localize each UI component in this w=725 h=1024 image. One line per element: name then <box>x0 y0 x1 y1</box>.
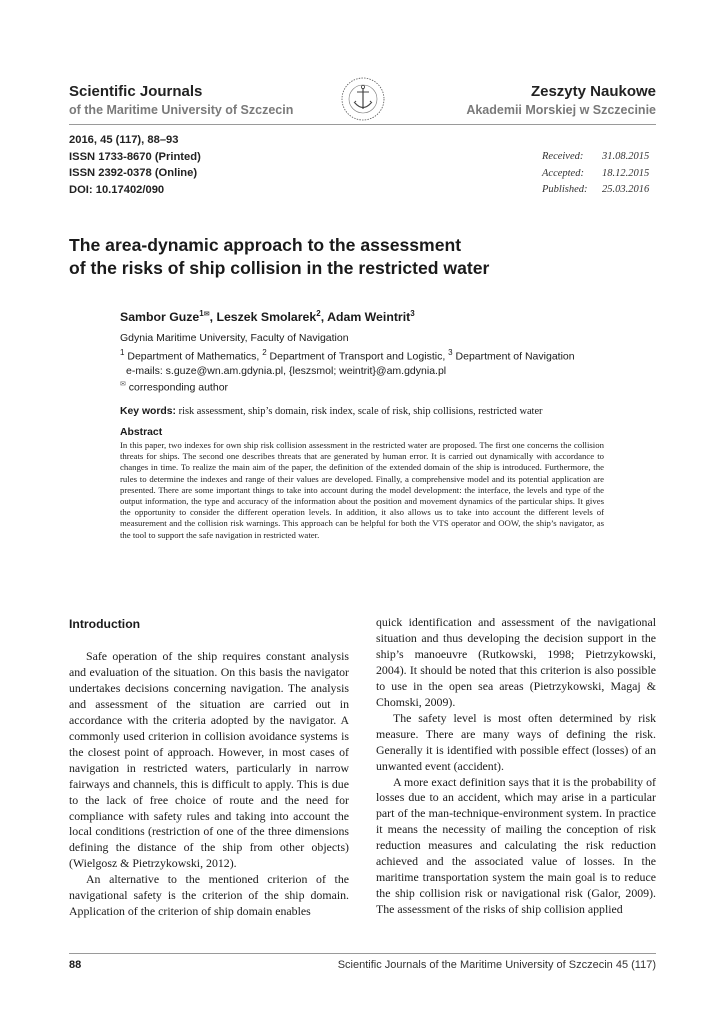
dept-1-sup: 1 <box>120 347 125 357</box>
paper-title <box>69 234 659 280</box>
affiliation-block <box>120 331 575 395</box>
affiliation-departments <box>120 346 575 364</box>
author-1: Sambor Guze <box>120 310 200 325</box>
dept-1: Department of Mathematics, <box>124 350 263 362</box>
header-divider <box>69 124 656 125</box>
journal-title-en: Scientific Journals <box>69 83 203 100</box>
academy-seal-icon <box>340 76 386 122</box>
published-value: 25.03.2016 <box>602 184 650 195</box>
journal-subtitle-pl: Akademii Morskiej w Szczecinie <box>466 103 656 117</box>
publication-dates <box>542 149 656 199</box>
mail-icon: ✉ <box>120 381 126 388</box>
accepted-value: 18.12.2015 <box>602 167 650 179</box>
author-list <box>120 309 415 324</box>
author-emails: e-mails: s.guze@wn.am.gdynia.pl, {leszsmol; weintrit}@am.gdynia.pl <box>126 364 447 377</box>
author-2-sup: 2 <box>316 309 321 318</box>
body-paragraph: An alternative to the mentioned criterion of the navigational safety is the criterion of the ship domain. Application of the criterion of ship domain enables <box>69 872 349 919</box>
received-value: 31.08.2015 <box>602 151 650 162</box>
abstract-text: In this paper, two indexes for own ship risk collision assessment in the restricted water are proposed. The first one concerns the collision threats for ships. The second one describes threats that are generated by human error. It is carried out dynamically with accordance to changes in time. To realize the main aim of the paper, the definition of the extended domain of the ship is introduced. Furthermore, the rules to determine the indexes and range of their values are developed. Finally, a comprehensive model and its potential application are presented. There are some important things to take into account during the model development: the interface, the levels and type of the output information, the type and accuracy of the information about the position and movement dynamics of the particular ships. It gives the opportunity to consider the different operation levels. In addition, it also allows us to take into account the different levels of measurement and the collision risk warnings. This approach can be helpful for both the VTS operator and OOW, the ship’s navigator, as the tool to support the safe navigation in restricted water. <box>120 440 604 540</box>
dept-2: Department of Transport and Logistic, <box>266 350 449 362</box>
journal-subtitle-en: of the Maritime University of Szczecin <box>69 103 294 117</box>
published-row <box>542 182 656 199</box>
keywords-text: risk assessment, ship’s domain, risk index, scale of risk, ship collisions, restricted water <box>176 406 543 417</box>
published-label: Published: <box>542 184 588 195</box>
footer-divider <box>69 953 656 954</box>
abstract-heading: Abstract <box>120 427 163 438</box>
received-label: Received: <box>542 151 584 162</box>
mail-icon: ✉ <box>203 311 210 318</box>
author-1-sup: 1 <box>199 309 204 318</box>
accepted-label: Accepted: <box>542 167 584 179</box>
affiliation-university: Gdynia Maritime University, Faculty of Navigation <box>120 332 349 344</box>
publication-meta <box>69 132 201 198</box>
dept-2-sup: 2 <box>262 347 267 357</box>
author-3-sup: 3 <box>410 309 415 318</box>
citation: 2016, 45 (117), 88–93 <box>69 134 179 146</box>
title-line-1: The area-dynamic approach to the assessment <box>69 235 462 255</box>
dept-3-sup: 3 <box>448 347 453 357</box>
journal-title-pl: Zeszyty Naukowe <box>530 83 656 100</box>
issn-online: ISSN 2392-0378 (Online) <box>69 167 198 179</box>
author-separator: , <box>209 310 217 325</box>
accepted-row <box>542 166 656 183</box>
body-paragraph: The safety level is most often determined by risk measure. There are many ways of defining the risk. Generally it is identified with possible effect (losses) of an unwanted event (accident). <box>376 710 656 773</box>
dept-3: Department of Navigation <box>452 350 575 362</box>
doi: DOI: 10.17402/090 <box>69 183 165 196</box>
author-separator: , <box>320 310 328 325</box>
corresponding-text: corresponding author <box>125 381 229 394</box>
body-column-right <box>376 615 656 918</box>
author-3: Adam Weintrit <box>327 310 411 325</box>
body-paragraph: Safe operation of the ship requires constant analysis and evaluation of the situation. On this basis the navigator undertakes decisions concerning navigation. The analysis and assessment of the situation are carried out in accordance with the criteria adopted by the navigator. A commonly used criterion in collision avoidance systems is the closest point of approach. However, in most cases of navigation in restricted waters, particularly in narrow fairways and channels, this is difficult to apply. This is due to the lack of free choice of route and the need for compliance with safety rules and taking into account the local conditions (restriction of one of the three dimensions defining the distance of the ship from other objects) (Wielgosz & Pietrzykowski, 2012). <box>69 649 349 871</box>
received-row <box>542 149 656 166</box>
page-number: 88 <box>69 959 82 971</box>
keywords-label: Key words: <box>120 406 177 417</box>
body-paragraph: quick identification and assessment of the navigational situation and thus developing the decision support in the ship’s manoeuvre (Rutkowski, 1998; Pietrzykowski, 2004). It should be noted that this criterion is also possible to use in the open sea areas (Pietrzykowski, Magaj & Chomski, 2009). <box>376 615 656 709</box>
introduction-heading: Introduction <box>69 617 141 631</box>
corresponding-author <box>120 378 575 395</box>
issn-print: ISSN 1733-8670 (Printed) <box>69 150 201 163</box>
author-2: Leszek Smolarek <box>216 310 317 325</box>
body-paragraph: A more exact definition says that it is the probability of losses due to an accident, which may arise in a particular part of the man-technique-environment system. In practice it means the necessity of mailing the conception of risk reduction measures and calculating the risk reduction achieved and the associated value of losses. In the maritime transportation system the main goal is to reduce the ship collision risk or navigational risk (Galor, 2009). The assessment of the risks of ship collision applied <box>376 774 656 917</box>
footer-journal: Scientific Journals of the Maritime University of Szczecin 45 (117) <box>337 959 656 971</box>
body-column-left <box>69 615 349 920</box>
title-line-2: of the risks of ship collision in the restricted water <box>69 258 490 278</box>
keywords <box>120 406 543 417</box>
